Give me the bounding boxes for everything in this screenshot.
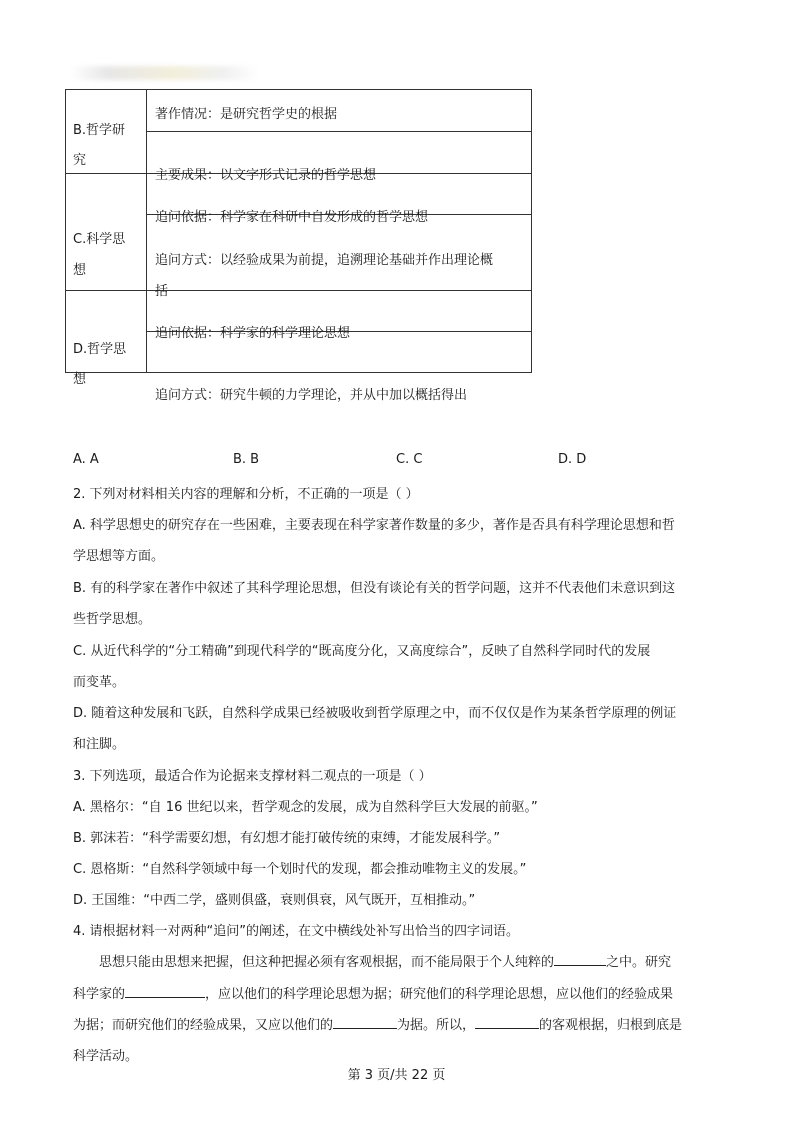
row-b-label-1: B.哲学研 (73, 123, 126, 138)
row-b-label-2: 究 (73, 153, 87, 168)
row-c-label-1: C.科学思 (73, 232, 126, 247)
q4-text-line2 (73, 983, 673, 1002)
q2-a-line1: A. 科学思想史的研究存在一些困难，主要表现在科学家著作数量的多少，著作是否具有科学理论思想和哲 (73, 518, 675, 533)
q4-blank-3[interactable] (333, 1016, 397, 1029)
row-b-cell-1: 著作情况：是研究哲学史的根据 (155, 107, 338, 122)
row-d-label-1: D.哲学思 (73, 342, 127, 357)
q2-b-line1: B. 有的科学家在著作中叙述了其科学理论思想，但没有谈论有关的哲学问题，这并不代表他们未意识到这 (73, 581, 676, 596)
q3-option-c: C. 恩格斯：“自然科学领域中每一个划时代的发现，都会推动唯物主义的发展。” (73, 862, 527, 877)
row-c-cell-1: 追问依据：科学家在科研中自发形成的哲学思想 (155, 210, 429, 225)
q1-option-d: D. D (558, 452, 587, 467)
q1-option-a: A. A (73, 452, 99, 467)
q2-b-line2: 些哲学思想。 (73, 612, 152, 627)
q4-blank-2[interactable] (125, 985, 205, 998)
q4-l2b: ，应以他们的科学理论思想为据；研究他们的科学理论思想，应以他们的经验成果 (205, 987, 674, 1002)
q4-blank-4[interactable] (475, 1016, 539, 1029)
q4-l3b: 为据。所以， (397, 1018, 476, 1033)
q4-stem: 4. 请根据材料一对两种“追问”的阐述，在文中横线处补写出恰当的四字词语。 (73, 924, 520, 939)
q2-d-line1: D. 随着这种发展和飞跃，自然科学成果已经被吸收到哲学原理之中，而不仅仅是作为某条哲学原理的例证 (73, 706, 677, 721)
q4-l1b: 之中。研究 (606, 955, 672, 970)
row-c-cell-2: 追问方式：以经验成果为前提，追溯理论基础并作出理论概 (155, 253, 494, 268)
row-d-cell-2: 追问方式：研究牛顿的力学理论，并从中加以概括得出 (155, 388, 468, 403)
q2-a-line2: 学思想等方面。 (73, 549, 165, 564)
q3-option-a: A. 黑格尔：“自 16 世纪以来，哲学观念的发展，成为自然科学巨大发展的前驱。” (73, 800, 538, 815)
q4-l3a: 为据；而研究他们的经验成果，又应以他们的 (73, 1018, 334, 1033)
row-d-label-2: 想 (73, 372, 87, 387)
q3-stem: 3. 下列选项，最适合作为论据来支撑材料二观点的一项是（ ） (73, 769, 432, 784)
q1-option-b: B. B (233, 452, 260, 467)
q2-c-line2: 而变革。 (73, 675, 126, 690)
q2-stem: 2. 下列对材料相关内容的理解和分析，不正确的一项是（ ） (73, 487, 419, 502)
header-smudge (70, 66, 260, 80)
q2-d-line2: 和注脚。 (73, 737, 126, 752)
q2-c-line1: C. 从近代科学的“分工精确”到现代科学的“既高度分化，又高度综合”，反映了自然科学同时代的发展 (73, 644, 651, 659)
q4-text-line3 (73, 1014, 682, 1033)
q4-l2a: 科学家的 (73, 987, 126, 1002)
q4-l1a: 思想只能由思想来把握，但这种把握必须有客观根据，而不能局限于个人纯粹的 (99, 955, 555, 970)
q3-option-d: D. 王国维：“中西二学，盛则俱盛，衰则俱衰，风气既开，互相推动。” (73, 893, 476, 908)
q1-option-c: C. C (396, 452, 423, 467)
page-footer: 第 3 页/共 22 页 (347, 1068, 446, 1083)
q4-text-line1 (99, 951, 671, 970)
row-c-cell-3: 括 (155, 284, 169, 299)
q3-option-b: B. 郭沫若：“科学需要幻想，有幻想才能打破传统的束缚，才能发展科学。” (73, 831, 501, 846)
q4-blank-1[interactable] (554, 953, 606, 966)
row-b-cell-2: 主要成果：以文字形式记录的哲学思想 (155, 168, 377, 183)
row-d-cell-1: 追问依据：科学家的科学理论思想 (155, 326, 351, 341)
row-c-label-2: 想 (73, 263, 87, 278)
q4-l3c: 的客观根据，归根到底是 (539, 1018, 683, 1033)
q4-text-line4: 科学活动。 (73, 1049, 139, 1064)
